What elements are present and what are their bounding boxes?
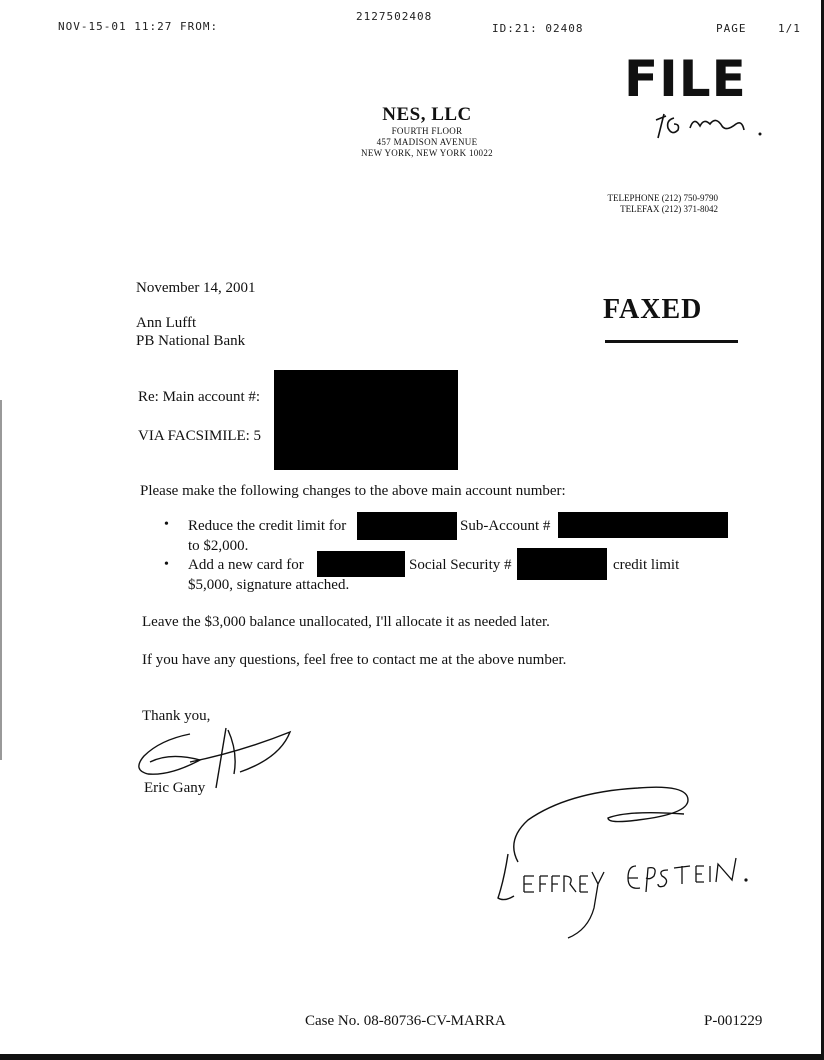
bullet-icon: • [164, 557, 169, 572]
paragraph-questions: If you have any questions, feel free to contact me at the above number. [142, 652, 567, 668]
redaction-box [357, 512, 457, 540]
bullet-2-text-b: Social Security # [409, 557, 512, 573]
bullet-2-text-d: $5,000, signature attached. [188, 577, 350, 593]
file-stamp: FILE [624, 50, 747, 108]
scan-border-bottom [0, 1054, 824, 1060]
fax-id: ID:21: 02408 [492, 22, 584, 35]
via-line: VIA FACSIMILE: 5 [138, 428, 262, 444]
closing: Thank you, [142, 708, 211, 724]
redaction-box [274, 370, 458, 470]
address-line-2: 457 MADISON AVENUE [376, 137, 478, 147]
signature-jeffrey-epstein-icon [488, 780, 778, 940]
redaction-box [317, 551, 405, 577]
letter-date: November 14, 2001 [136, 280, 256, 296]
bullet-1-text-a: Reduce the credit limit for [188, 518, 347, 534]
case-number: Case No. 08-80736-CV-MARRA [305, 1013, 506, 1029]
bullet-2-text-c: credit limit [613, 557, 680, 573]
bullet-2-text-a: Add a new card for [188, 557, 304, 573]
intro-paragraph: Please make the following changes to the above main account number: [140, 483, 566, 499]
bullet-1-text-c: to $2,000. [188, 538, 249, 554]
scan-border-left [0, 400, 2, 760]
redaction-box [517, 548, 607, 580]
handwritten-note-icon [652, 108, 772, 142]
re-line: Re: Main account #: [138, 389, 261, 405]
company-name: NES, LLC [382, 104, 472, 125]
redaction-box [558, 512, 728, 538]
bullet-1-text-b: Sub-Account # [460, 518, 551, 534]
address-line-1: FOURTH FLOOR [391, 126, 463, 136]
fax-page-value: 1/1 [778, 22, 801, 35]
telephone: TELEPHONE (212) 750-9790 [607, 193, 718, 203]
faxed-stamp: FAXED [603, 294, 703, 325]
fax-page-label: PAGE [716, 22, 747, 35]
signer-name: Eric Gany [144, 780, 206, 796]
letterhead [327, 104, 527, 159]
faxed-stamp-underline [605, 340, 738, 343]
contact-block [560, 193, 718, 215]
page-id: P-001229 [704, 1013, 763, 1029]
address-line-3: NEW YORK, NEW YORK 10022 [361, 148, 493, 158]
recipient-name: Ann Lufft [136, 315, 197, 331]
fax-phone: 2127502408 [356, 10, 433, 23]
bullet-icon: • [164, 517, 169, 532]
fax-date-time: NOV-15-01 11:27 FROM: [58, 20, 219, 33]
telefax: TELEFAX (212) 371-8042 [620, 204, 718, 214]
paragraph-balance: Leave the $3,000 balance unallocated, I'll allocate it as needed later. [142, 614, 550, 630]
recipient-org: PB National Bank [136, 333, 246, 349]
